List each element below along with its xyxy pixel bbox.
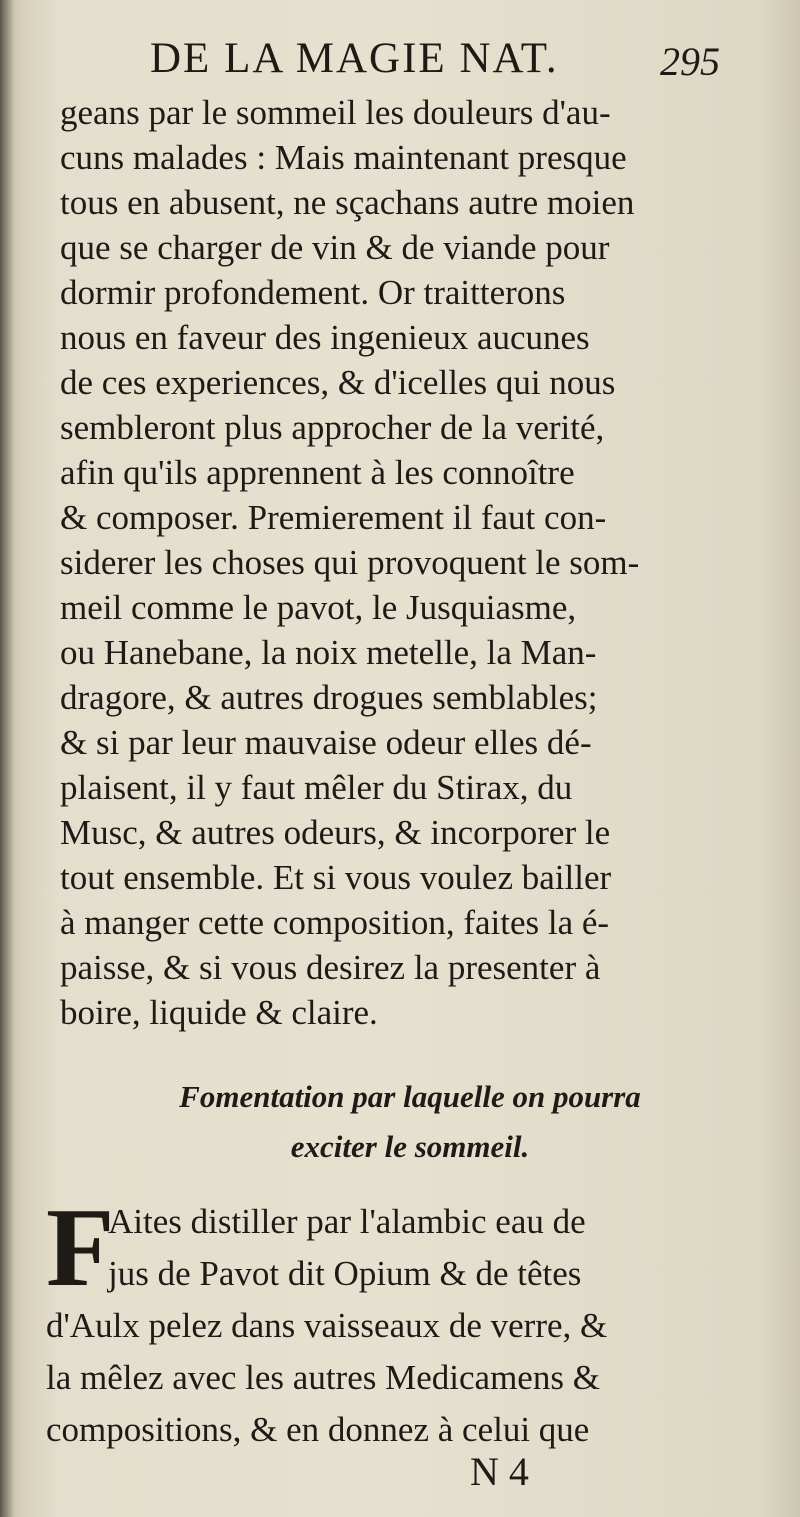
text-line: geans par le sommeil les douleurs d'au- (60, 93, 611, 132)
page-gutter-shadow (0, 0, 14, 1517)
text-line: Musc, & autres odeurs, & incorporer le (60, 813, 611, 852)
text-line: tout ensemble. Et si vous voulez bailler (60, 858, 612, 897)
text-line: paisse, & si vous desirez la presenter à (60, 948, 601, 987)
text-line: compositions, & en donnez à celui que (46, 1410, 590, 1449)
text-line: la mêlez avec les autres Medicamens & (46, 1358, 600, 1397)
section-heading (100, 1072, 720, 1172)
text-line: & si par leur mauvaise odeur elles dé- (60, 723, 592, 762)
text-line: d'Aulx pelez dans vaisseaux de verre, & (46, 1306, 608, 1345)
text-line: afin qu'ils apprennent à les connoître (60, 453, 575, 492)
text-line: tous en abusent, ne sçachans autre moien (60, 183, 635, 222)
heading-line: exciter le sommeil. (290, 1129, 530, 1164)
text-line: jus de Pavot dit Opium & de têtes (108, 1254, 582, 1293)
text-line: sembleront plus approcher de la verité, (60, 408, 605, 447)
text-line: dormir profondement. Or traitterons (60, 273, 566, 312)
text-line: & composer. Premierement il faut con- (60, 498, 607, 537)
text-line: siderer les choses qui provoquent le som- (60, 543, 640, 582)
text-line: que se charger de vin & de viande pour (60, 228, 610, 267)
text-line: dragore, & autres drogues semblables; (60, 678, 598, 717)
text-line: nous en faveur des ingenieux aucunes (60, 318, 590, 357)
text-line: cuns malades : Mais maintenant presque (60, 138, 627, 177)
signature-mark: N 4 (470, 1449, 529, 1494)
running-title: DE LA MAGIE NAT. (150, 35, 559, 82)
paragraph-2 (46, 1186, 720, 1456)
text-line: de ces experiences, & d'icelles qui nous (60, 363, 616, 402)
paragraph-1 (60, 90, 720, 1035)
drop-cap: F (46, 1186, 115, 1310)
text-line: meil comme le pavot, le Jusquiasme, (60, 588, 577, 627)
text-line: Aites distiller par l'alambic eau de (108, 1202, 586, 1241)
text-line: ou Hanebane, la noix metelle, la Man- (60, 633, 597, 672)
running-header (150, 34, 720, 94)
heading-line: Fomentation par laquelle on pourra (179, 1079, 641, 1114)
text-line: plaisent, il y faut mêler du Stirax, du (60, 768, 573, 807)
page-number: 295 (660, 39, 720, 84)
text-line: à manger cette composition, faites la é- (60, 903, 610, 942)
text-line: boire, liquide & claire. (60, 993, 378, 1032)
